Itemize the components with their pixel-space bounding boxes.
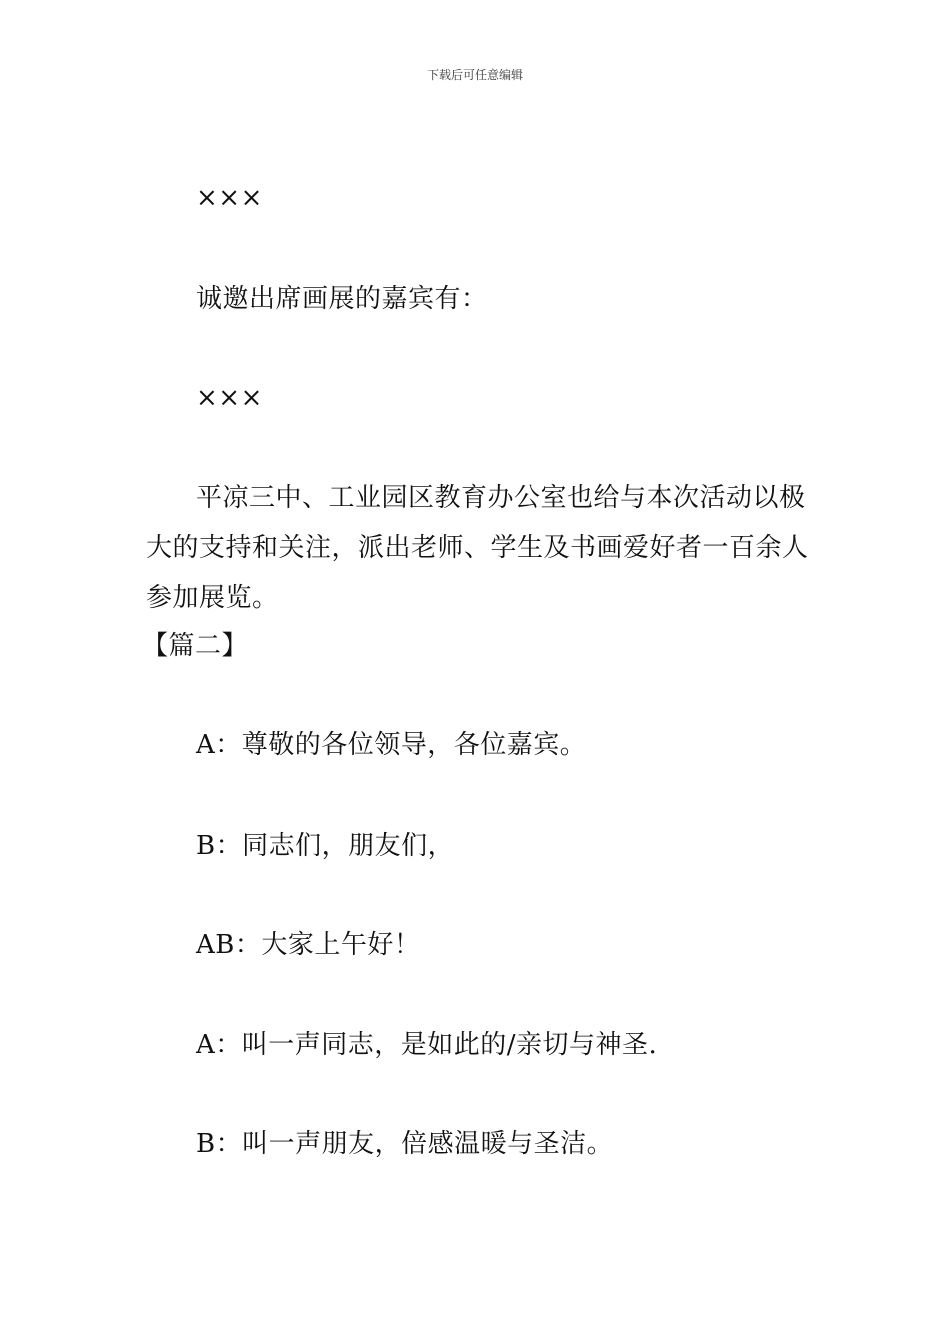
dialogue-line-a-1: A：尊敬的各位领导，各位嘉宾。 xyxy=(196,730,587,760)
dialogue-line-a-2: A：叫一声同志，是如此的/亲切与神圣. xyxy=(196,1030,658,1060)
support-paragraph-line-2: 大的支持和关注，派出老师、学生及书画爱好者一百余人 xyxy=(146,533,809,563)
dialogue-line-b-2: B：叫一声朋友，倍感温暖与圣洁。 xyxy=(196,1129,614,1159)
section-heading: 【篇二】 xyxy=(142,631,249,661)
support-paragraph-line-3: 参加展览。 xyxy=(146,583,279,613)
dialogue-line-ab: AB：大家上午好！ xyxy=(196,930,421,960)
dialogue-line-b-1: B：同志们，朋友们， xyxy=(196,831,455,861)
page-header: 下载后可任意编辑 xyxy=(426,68,523,82)
placeholder-name-1: ××× xyxy=(196,183,263,213)
guest-intro-line: 诚邀出席画展的嘉宾有： xyxy=(196,284,488,314)
placeholder-name-2: ××× xyxy=(196,383,263,413)
support-paragraph-line-1: 平凉三中、工业园区教育办公室也给与本次活动以极 xyxy=(196,483,806,513)
